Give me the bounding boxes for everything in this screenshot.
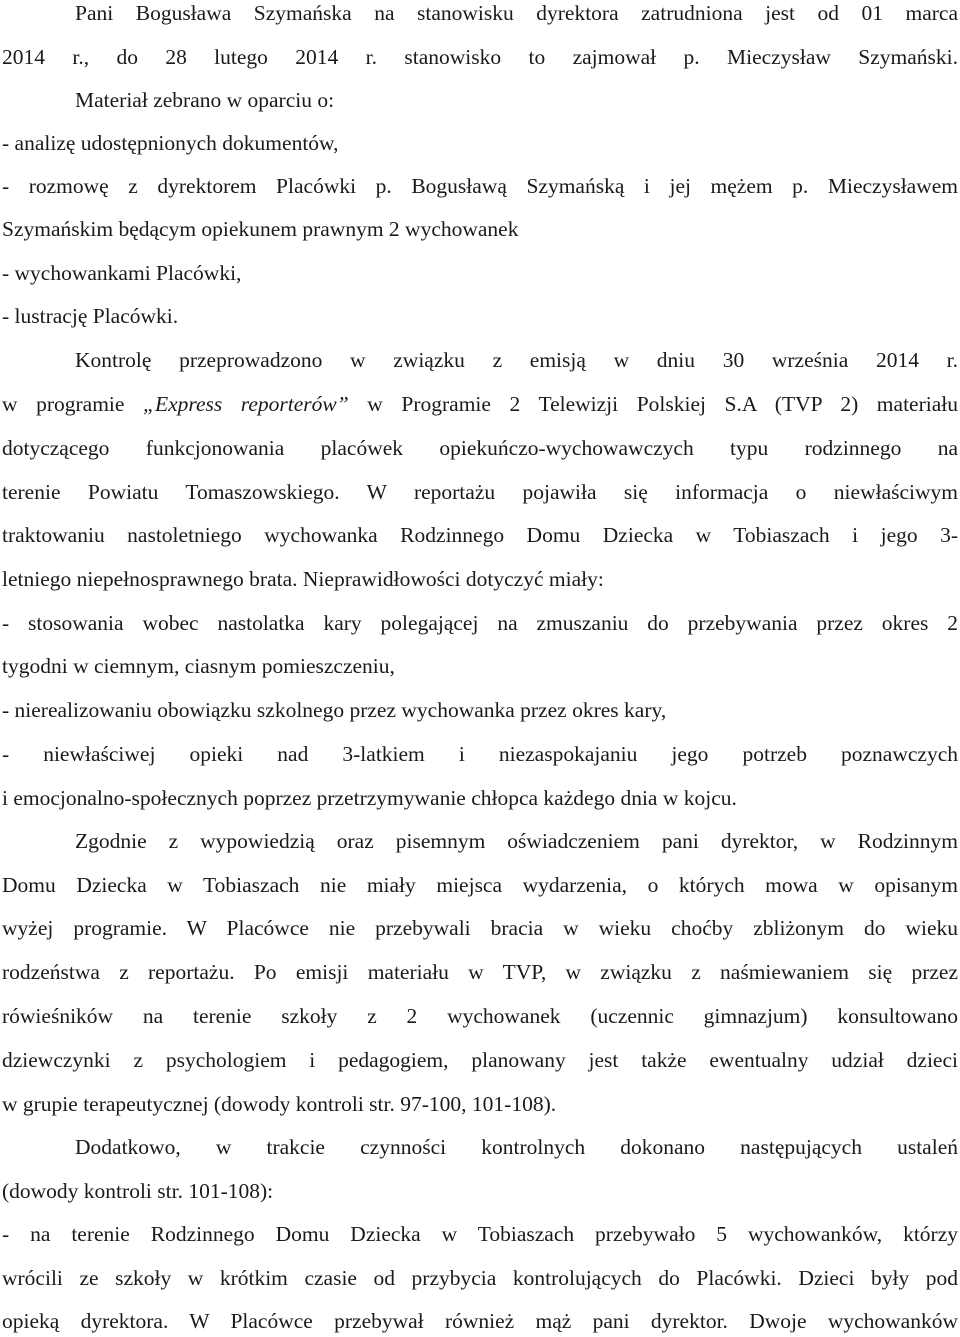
text-line-20: Zgodnie z wypowiedzią oraz pisemnym oświadczeniem pani dyrektor, w Rodzinnym	[75, 829, 958, 853]
text-line-4: - analizę udostępnionych dokumentów,	[2, 131, 339, 155]
text-line-21: Domu Dziecka w Tobiaszach nie miały miejsca wydarzenia, o których mowa w opisanym	[2, 873, 958, 897]
text-line-17: - nierealizowaniu obowiązku szkolnego przez wychowanka przez okres kary,	[2, 698, 667, 722]
text-line-15: - stosowania wobec nastolatka kary polegającej na zmuszaniu do przebywania przez okres 2	[2, 611, 958, 635]
text-line-24: rówieśników na terenie szkoły z 2 wychowanek (uczennic gimnazjum) konsultowano	[2, 1004, 958, 1028]
text-line-27: Dodatkowo, w trakcie czynności kontrolnych dokonano następujących ustaleń	[75, 1135, 958, 1159]
text-line-9: Kontrolę przeprowadzono w związku z emisją w dniu 30 września 2014 r.	[75, 348, 958, 372]
text-line-28: (dowody kontroli str. 101-108):	[2, 1179, 274, 1203]
text-line-2: 2014 r., do 28 lutego 2014 r. stanowisko to zajmował p. Mieczysław Szymański.	[2, 45, 958, 69]
text-line-30: wrócili ze szkoły w krótkim czasie od przybycia kontrolujących do Placówki. Dzieci były pod	[2, 1266, 958, 1290]
text-line-10	[2, 394, 958, 416]
text-line-7: - wychowankami Placówki,	[2, 261, 242, 285]
text-line-26: w grupie terapeutycznej (dowody kontroli str. 97-100, 101-108).	[2, 1092, 557, 1116]
text-line-29: - na terenie Rodzinnego Domu Dziecka w Tobiaszach przebywało 5 wychowanków, którzy	[2, 1222, 958, 1246]
text-line-1: Pani Bogusława Szymańska na stanowisku dyrektora zatrudniona jest od 01 marca	[75, 1, 958, 25]
text-line-13: traktowaniu nastoletniego wychowanka Rodzinnego Domu Dziecka w Tobiaszach i jego 3-	[2, 523, 958, 547]
text-line-18: - niewłaściwej opieki nad 3-latkiem i niezaspokajaniu jego potrzeb poznawczych	[2, 742, 958, 766]
text-line-10-before: w programie	[2, 392, 144, 416]
text-line-12: terenie Powiatu Tomaszowskiego. W reportażu pojawiła się informacja o niewłaściwym	[2, 480, 958, 504]
text-line-14: letniego niepełnosprawnego brata. Nieprawidłowości dotyczyć miały:	[2, 567, 604, 591]
text-line-19: i emocjonalno-społecznych poprzez przetrzymywanie chłopca każdego dnia w kojcu.	[2, 786, 737, 810]
text-line-31: opieką dyrektora. W Placówce przebywał również mąż pani dyrektor. Dwoje wychowanków	[2, 1309, 958, 1333]
text-line-10-after: w Programie 2 Telewizji Polskiej S.A (TVP 2) materiału	[348, 392, 958, 416]
text-line-25: dziewczynki z psychologiem i pedagogiem, planowany jest także ewentualny udział dzieci	[2, 1048, 958, 1072]
text-line-23: rodzeństwa z reportażu. Po emisji materiału w TVP, w związku z naśmiewaniem się przez	[2, 960, 958, 984]
text-line-6: Szymańskim będącym opiekunem prawnym 2 wychowanek	[2, 217, 519, 241]
text-line-16: tygodni w ciemnym, ciasnym pomieszczeniu,	[2, 654, 395, 678]
text-line-11: dotyczącego funkcjonowania placówek opiekuńczo-wychowawczych typu rodzinnego na	[2, 436, 958, 460]
text-line-3: Materiał zebrano w oparciu o:	[75, 88, 335, 112]
program-title: „Express reporterów”	[143, 392, 349, 416]
text-line-5: - rozmowę z dyrektorem Placówki p. Bogusławą Szymańską i jej mężem p. Mieczysławem	[2, 174, 958, 198]
text-line-8: - lustrację Placówki.	[2, 304, 179, 328]
text-line-22: wyżej programie. W Placówce nie przebywali bracia w wieku choćby zbliżonym do wieku	[2, 916, 958, 940]
